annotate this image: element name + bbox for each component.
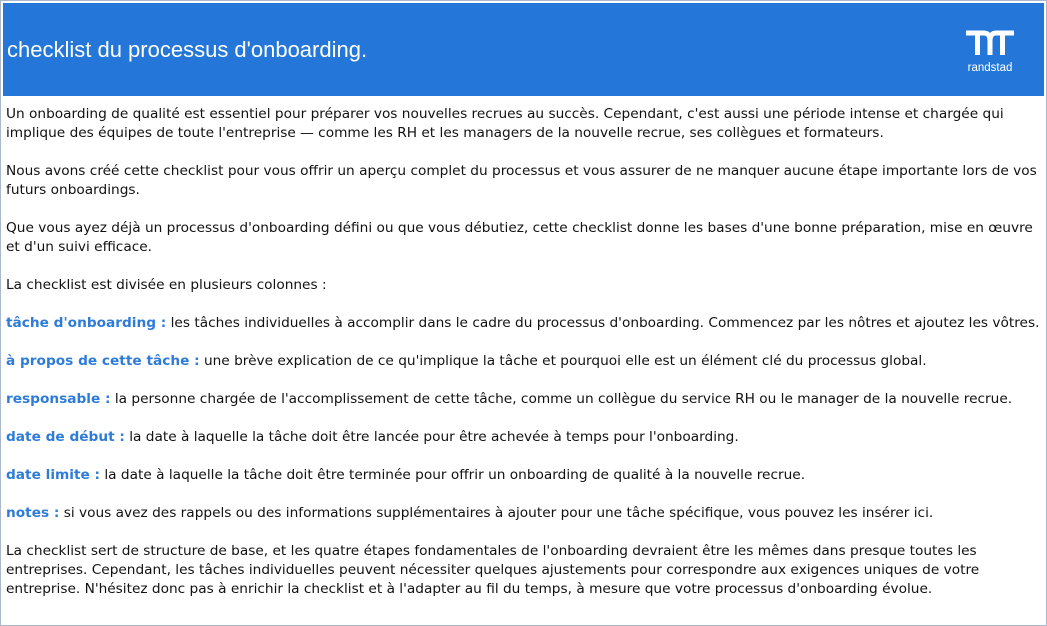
intro-paragraph: Nous avons créé cette checklist pour vous offrir un aperçu complet du processus et vous assurer de ne manquer aucune étape importante lors de vos futurs onboardings. bbox=[6, 163, 1037, 198]
column-label: date limite : bbox=[6, 467, 101, 483]
logo-text: randstad bbox=[967, 62, 1013, 74]
column-description bbox=[6, 352, 1040, 371]
column-text: la date à laquelle la tâche doit être lancée pour être achevée à temps pour l'onboarding. bbox=[124, 429, 739, 445]
randstad-logo bbox=[962, 29, 1018, 79]
column-description bbox=[6, 314, 1040, 333]
header-banner bbox=[3, 3, 1044, 96]
column-label: tâche d'onboarding : bbox=[6, 315, 167, 331]
intro-paragraph: Que vous ayez déjà un processus d'onboarding défini ou que vous débutiez, cette checklist donne les bases d'une bonne préparation, mise en œuvre et d'un suivi efficace. bbox=[6, 220, 1033, 255]
column-text: la personne chargée de l'accomplissement de cette tâche, comme un collègue du service RH ou le manager de la nouvelle recrue. bbox=[110, 391, 1013, 407]
column-label: notes : bbox=[6, 505, 60, 521]
page-title: checklist du processus d'onboarding. bbox=[7, 37, 368, 62]
column-text: si vous avez des rappels ou des informations supplémentaires à ajouter pour une tâche spécifique, vous pouvez les insérer ici. bbox=[59, 505, 934, 521]
column-label: responsable : bbox=[6, 391, 111, 407]
randstad-logo-icon bbox=[962, 29, 1018, 59]
column-description bbox=[6, 466, 1040, 485]
column-text: les tâches individuelles à accomplir dans le cadre du processus d'onboarding. Commencez par les nôtres et ajoutez les vôtres. bbox=[166, 315, 1040, 331]
column-label: date de début : bbox=[6, 429, 125, 445]
column-text: une brève explication de ce qu'implique la tâche et pourquoi elle est un élément clé du processus global. bbox=[199, 353, 927, 369]
intro-paragraph: La checklist est divisée en plusieurs colonnes : bbox=[6, 277, 327, 293]
content bbox=[6, 105, 1040, 618]
column-description bbox=[6, 428, 1040, 447]
column-description bbox=[6, 504, 1040, 523]
intro-paragraph: Un onboarding de qualité est essentiel pour préparer vos nouvelles recrues au succès. Cependant, c'est aussi une période intense et chargée qui implique des équipes de toute l'entreprise — comme les RH et les managers de la nouvelle recrue, ses collègues et formateurs. bbox=[6, 106, 1004, 141]
column-label: à propos de cette tâche : bbox=[6, 353, 200, 369]
column-description bbox=[6, 390, 1040, 409]
column-text: la date à laquelle la tâche doit être terminée pour offrir un onboarding de qualité à la nouvelle recrue. bbox=[100, 467, 806, 483]
outro-paragraph: La checklist sert de structure de base, et les quatre étapes fondamentales de l'onboarding devraient être les mêmes dans presque toutes les entreprises. Cependant, les tâches individuelles peuvent nécessiter quelques ajustements pour correspondre aux exigences uniques de votre entreprise. N'hésitez donc pas à enrichir la checklist et à l'adapter au fil du temps, à mesure que votre processus d'onboarding évolue. bbox=[6, 543, 980, 597]
